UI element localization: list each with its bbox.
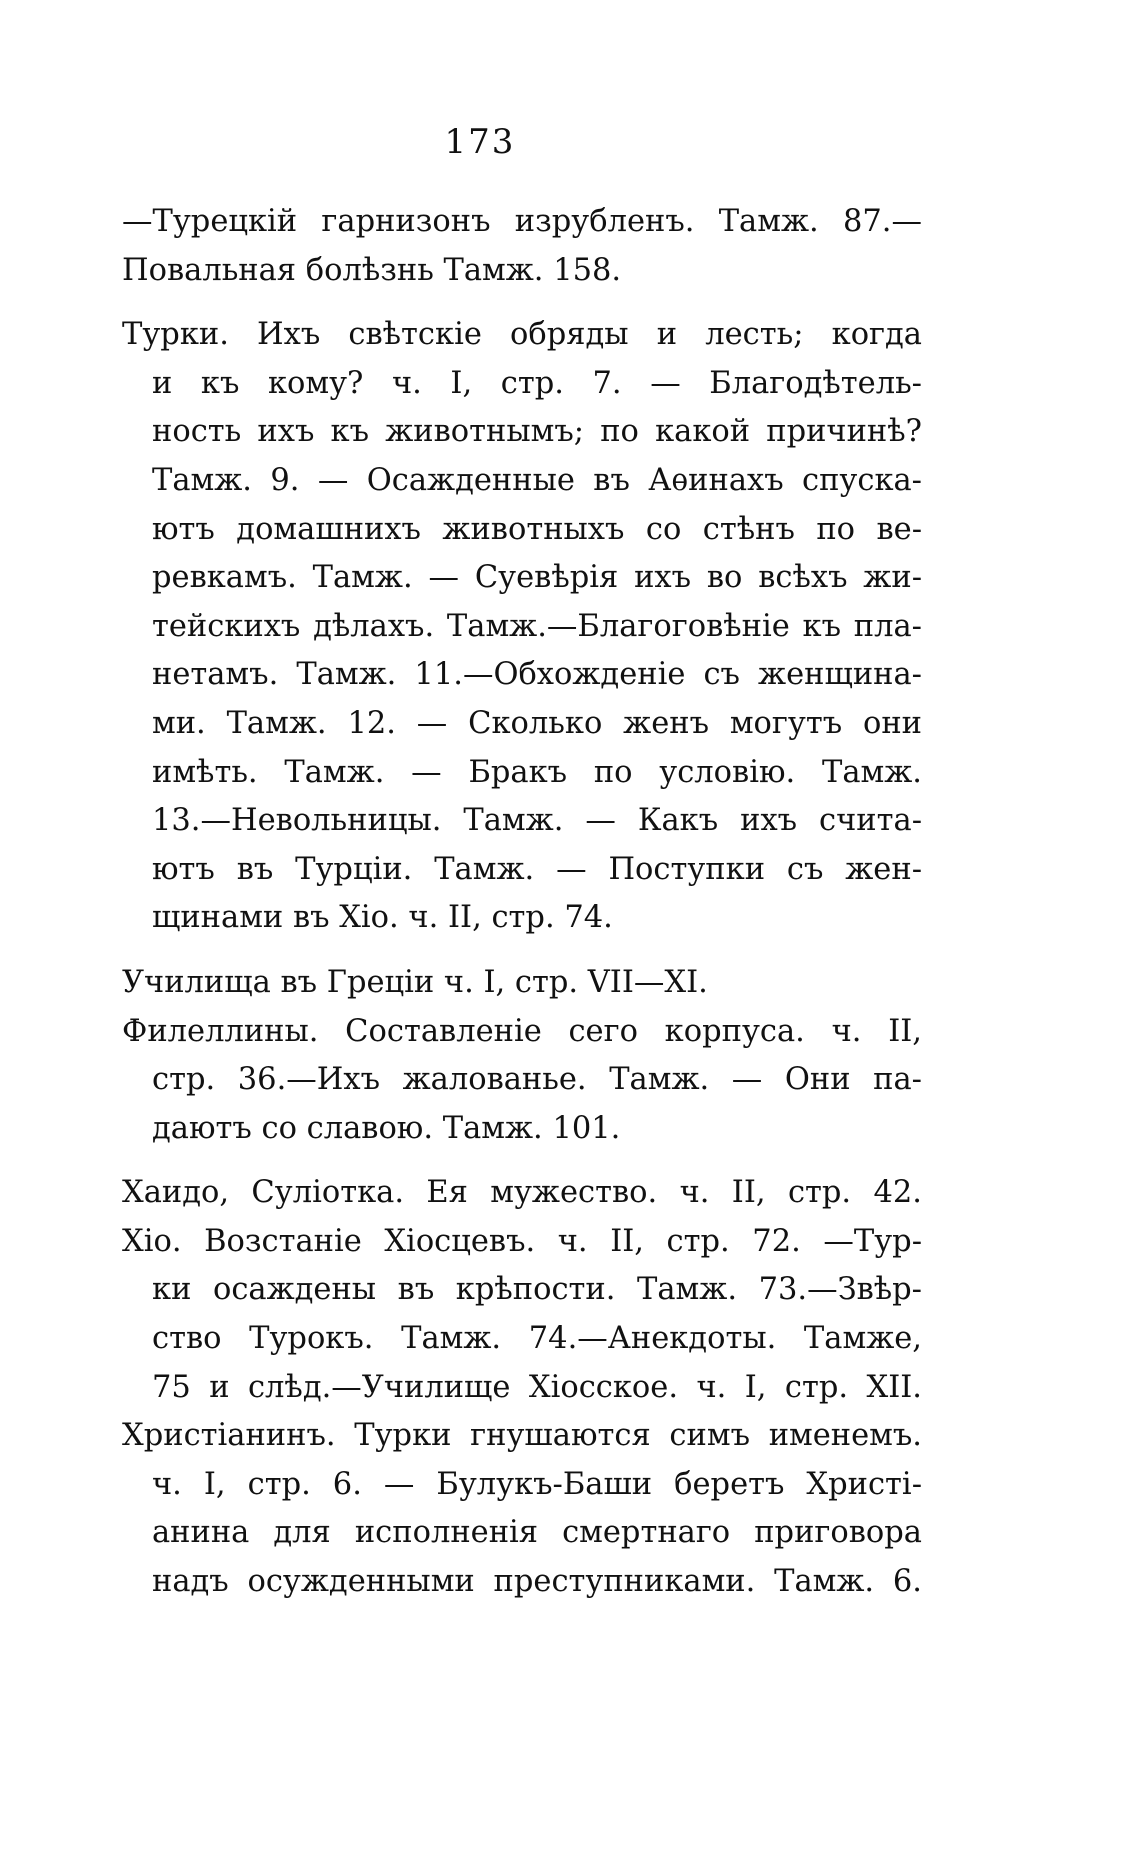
- index-line: ство Турокъ. Тамж. 74.—Анекдоты. Тамже,: [152, 1321, 922, 1357]
- index-line: Повальная болѣзнь Тамж. 158.: [122, 252, 622, 288]
- index-line: имѣть. Тамж. — Бракъ по условію. Тамж.: [152, 754, 922, 790]
- index-line: ч. I, стр. 6. — Булукъ-Баши беретъ Христі-: [152, 1466, 922, 1502]
- index-line: Турки. Ихъ свѣтскіе обряды и лесть; когда: [122, 317, 922, 353]
- index-line: надъ осужденными преступниками. Тамж. 6.: [152, 1564, 922, 1600]
- index-line: —Турецкій гарнизонъ изрубленъ. Тамж. 87.—: [122, 204, 922, 239]
- page-number: 173: [444, 122, 516, 162]
- index-line: Филеллины. Составленіе сего корпуса. ч. II,: [122, 1013, 922, 1049]
- index-line: и къ кому? ч. I, стр. 7. — Благодѣтель-: [152, 365, 922, 401]
- index-line: Хаидо, Суліотка. Ея мужество. ч. II, стр. 42.: [122, 1175, 922, 1211]
- index-line: 75 и слѣд.—Училище Хіосское. ч. I, стр. XII.: [152, 1369, 922, 1405]
- index-line: тейскихъ дѣлахъ. Тамж.—Благоговѣніе къ пла-: [152, 608, 922, 644]
- index-line: Хіо. Возстаніе Хіосцевъ. ч. II, стр. 72. —Тур-: [122, 1223, 922, 1259]
- index-line: Училища въ Греціи ч. I, стр. VII—XI.: [122, 964, 708, 1000]
- index-line: даютъ со славою. Тамж. 101.: [152, 1110, 621, 1146]
- index-line: Тамж. 9. — Осажденные въ Аѳинахъ спуска-: [152, 462, 922, 498]
- index-line: щинами въ Хіо. ч. II, стр. 74.: [152, 900, 613, 936]
- index-line: ность ихъ къ животнымъ; по какой причинѣ?: [152, 414, 922, 450]
- index-line: анина для исполненія смертнаго приговора: [152, 1515, 922, 1551]
- index-text-block: [122, 198, 922, 1607]
- index-line: ми. Тамж. 12. — Сколько женъ могутъ они: [152, 705, 922, 741]
- index-line: Христіанинъ. Турки гнушаются симъ именемъ.: [122, 1418, 922, 1454]
- index-line: ютъ въ Турціи. Тамж. — Поступки съ жен-: [152, 851, 922, 887]
- index-line: ки осаждены въ крѣпости. Тамж. 73.—Звѣр-: [152, 1272, 922, 1308]
- index-line: ревкамъ. Тамж. — Суевѣрія ихъ во всѣхъ жи-: [152, 560, 922, 596]
- index-line: нетамъ. Тамж. 11.—Обхожденіе съ женщина-: [152, 657, 922, 693]
- index-line: стр. 36.—Ихъ жалованье. Тамж. — Они па-: [152, 1062, 922, 1098]
- index-line: ютъ домашнихъ животныхъ со стѣнъ по ве-: [152, 511, 922, 547]
- index-line: 13.—Невольницы. Тамж. — Какъ ихъ счита-: [152, 803, 922, 839]
